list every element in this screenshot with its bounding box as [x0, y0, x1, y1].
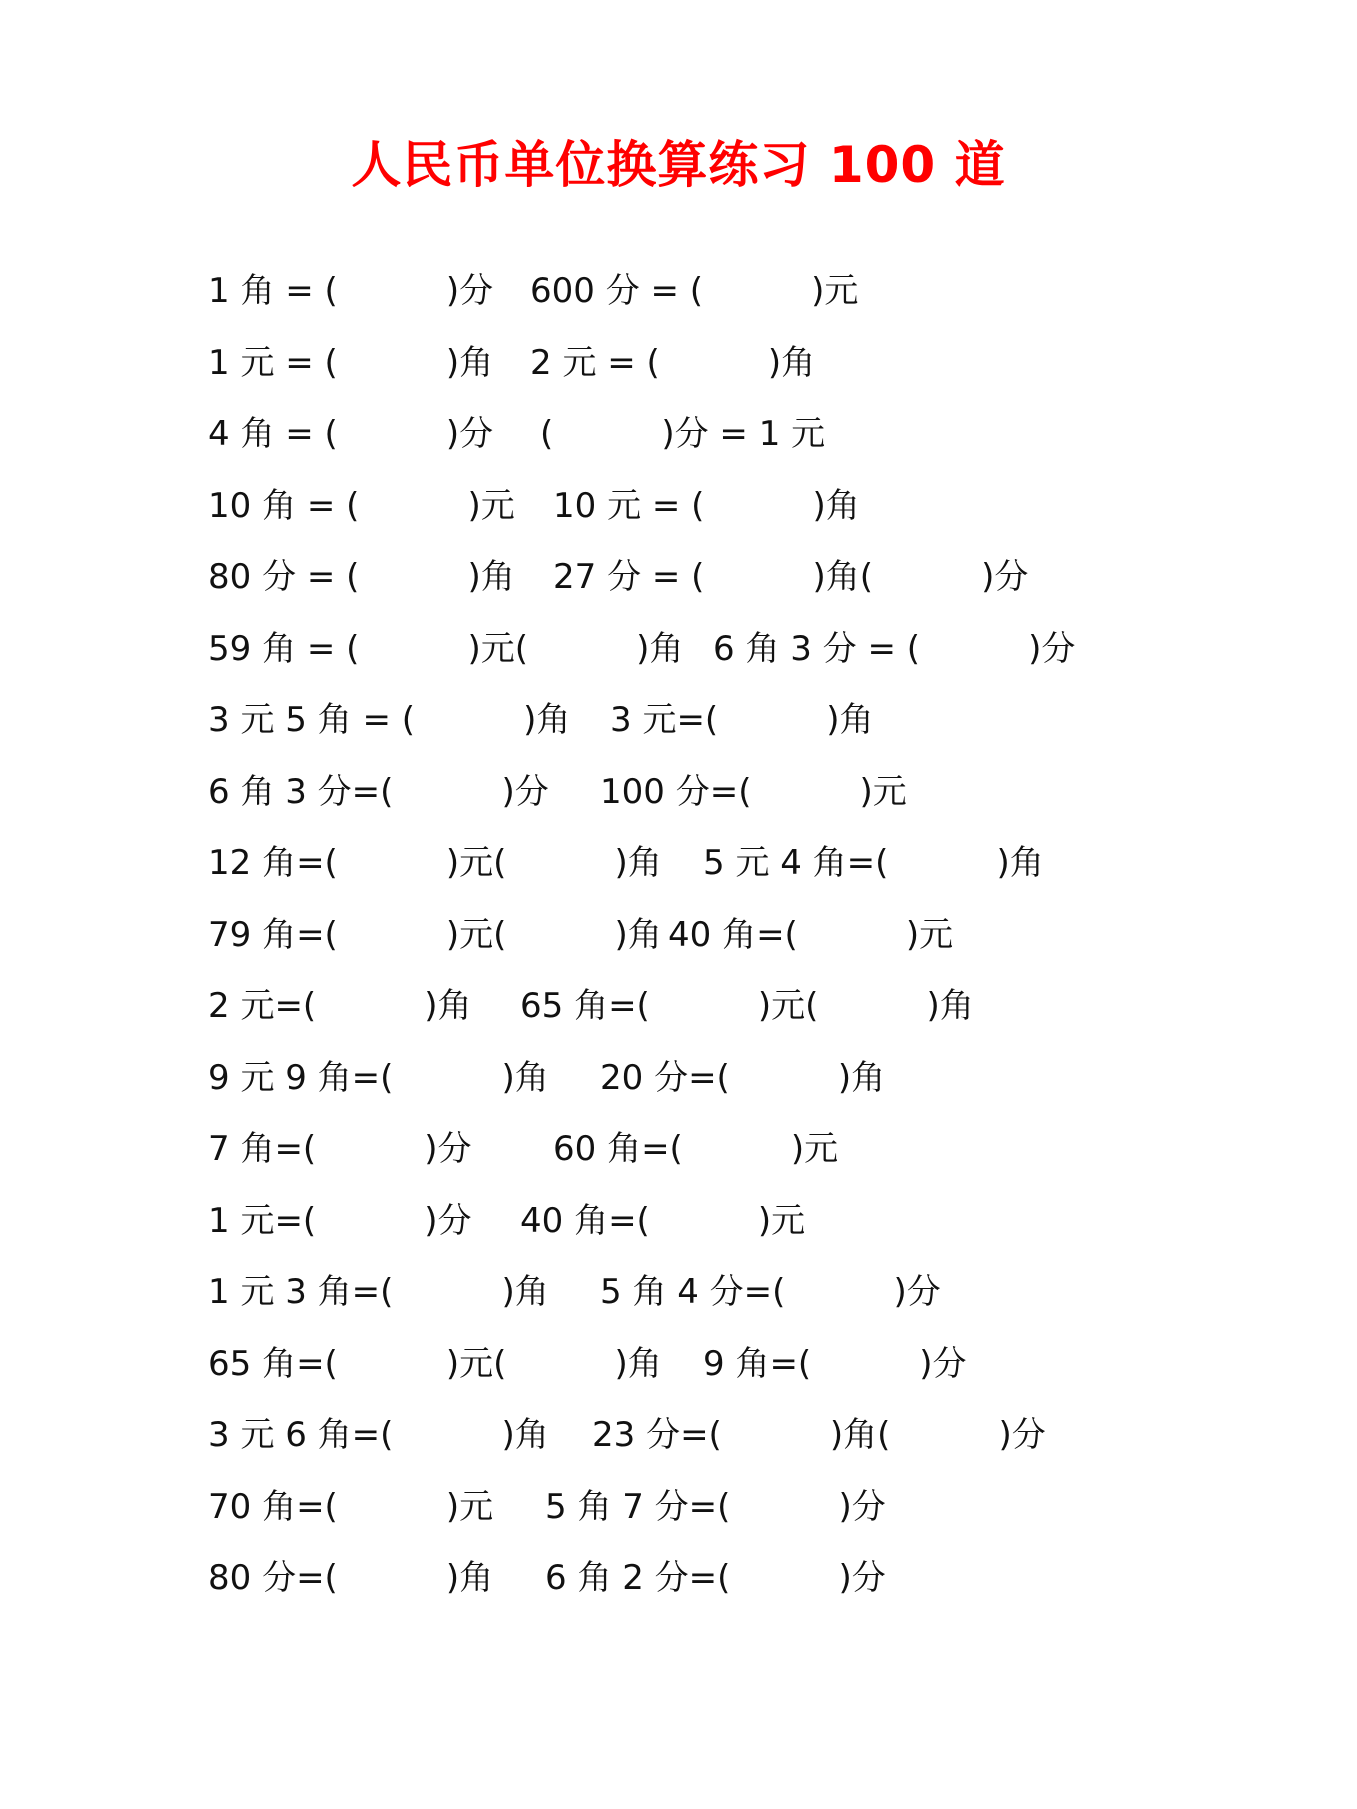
exercise-row [0, 261, 1357, 321]
exercise-row [0, 547, 1357, 607]
conversion-problem: 12 角=( )元( )角 [208, 843, 662, 883]
conversion-problem: 600 分 = ( )元 [530, 271, 859, 311]
conversion-problem: 20 分=( )角 [600, 1057, 886, 1098]
exercise-row [0, 1119, 1357, 1179]
conversion-problem: 2 元 = ( )角 [530, 342, 816, 383]
exercise-row [0, 1477, 1357, 1537]
exercise-row [0, 762, 1357, 822]
conversion-problem: 5 元 4 角=( )角 [703, 843, 1044, 883]
exercise-row [0, 833, 1357, 893]
conversion-problem: 60 角=( )元 [553, 1129, 839, 1169]
exercise-row [0, 1405, 1357, 1465]
exercise-row [0, 404, 1357, 464]
conversion-problem: 1 元 3 角=( )角 [208, 1272, 549, 1312]
exercise-row [0, 619, 1357, 679]
exercise-row [0, 476, 1357, 536]
conversion-problem: 10 角 = ( )元 [208, 485, 515, 526]
conversion-problem: 9 角=( )分 [703, 1343, 967, 1384]
conversion-problem: 5 角 7 分=( )分 [545, 1486, 886, 1527]
conversion-problem: 2 元=( )角 [208, 986, 472, 1026]
conversion-problem: 1 元=( )分 [208, 1200, 472, 1241]
exercise-row [0, 1048, 1357, 1108]
exercise-row [0, 976, 1357, 1036]
conversion-problem: 7 角=( )分 [208, 1129, 472, 1169]
conversion-problem: 23 分=( )角( )分 [592, 1415, 1046, 1455]
conversion-problem: 40 角=( )元 [668, 914, 954, 955]
conversion-problem: ( )分 = 1 元 [540, 414, 826, 454]
conversion-problem: 70 角=( )元 [208, 1486, 494, 1527]
conversion-problem: 40 角=( )元 [520, 1200, 806, 1241]
conversion-problem: 9 元 9 角=( )角 [208, 1057, 549, 1098]
conversion-problem: 6 角 3 分=( )分 [208, 771, 549, 812]
worksheet-title: 人民币单位换算练习 100 道 [351, 136, 1006, 194]
conversion-problem: 1 角 = ( )分 [208, 271, 494, 311]
conversion-problem: 65 角=( )元( )角 [520, 986, 974, 1026]
exercise-row [0, 1548, 1357, 1608]
exercise-row [0, 1191, 1357, 1251]
conversion-problem: 65 角=( )元( )角 [208, 1343, 662, 1384]
conversion-problem: 3 元 5 角 = ( )角 [208, 700, 571, 740]
conversion-problem: 80 分=( )角 [208, 1558, 494, 1598]
conversion-problem: 10 元 = ( )角 [553, 485, 860, 526]
conversion-problem: 4 角 = ( )分 [208, 414, 494, 454]
conversion-problem: 80 分 = ( )角 [208, 557, 515, 597]
conversion-problem: 79 角=( )元( )角 [208, 914, 662, 955]
conversion-problem: 3 元 6 角=( )角 [208, 1415, 549, 1455]
conversion-problem: 6 角 2 分=( )分 [545, 1558, 886, 1598]
exercise-row [0, 333, 1357, 393]
conversion-problem: 1 元 = ( )角 [208, 342, 494, 383]
exercise-row [0, 1334, 1357, 1394]
exercise-row [0, 690, 1357, 750]
conversion-problem: 59 角 = ( )元( )角 [208, 628, 684, 669]
conversion-problem: 5 角 4 分=( )分 [600, 1272, 941, 1312]
exercise-row [0, 905, 1357, 965]
conversion-problem: 3 元=( )角 [610, 700, 874, 740]
conversion-problem: 27 分 = ( )角( )分 [553, 557, 1029, 597]
conversion-problem: 6 角 3 分 = ( )分 [713, 628, 1076, 669]
exercise-row [0, 1262, 1357, 1322]
conversion-problem: 100 分=( )元 [600, 771, 907, 812]
